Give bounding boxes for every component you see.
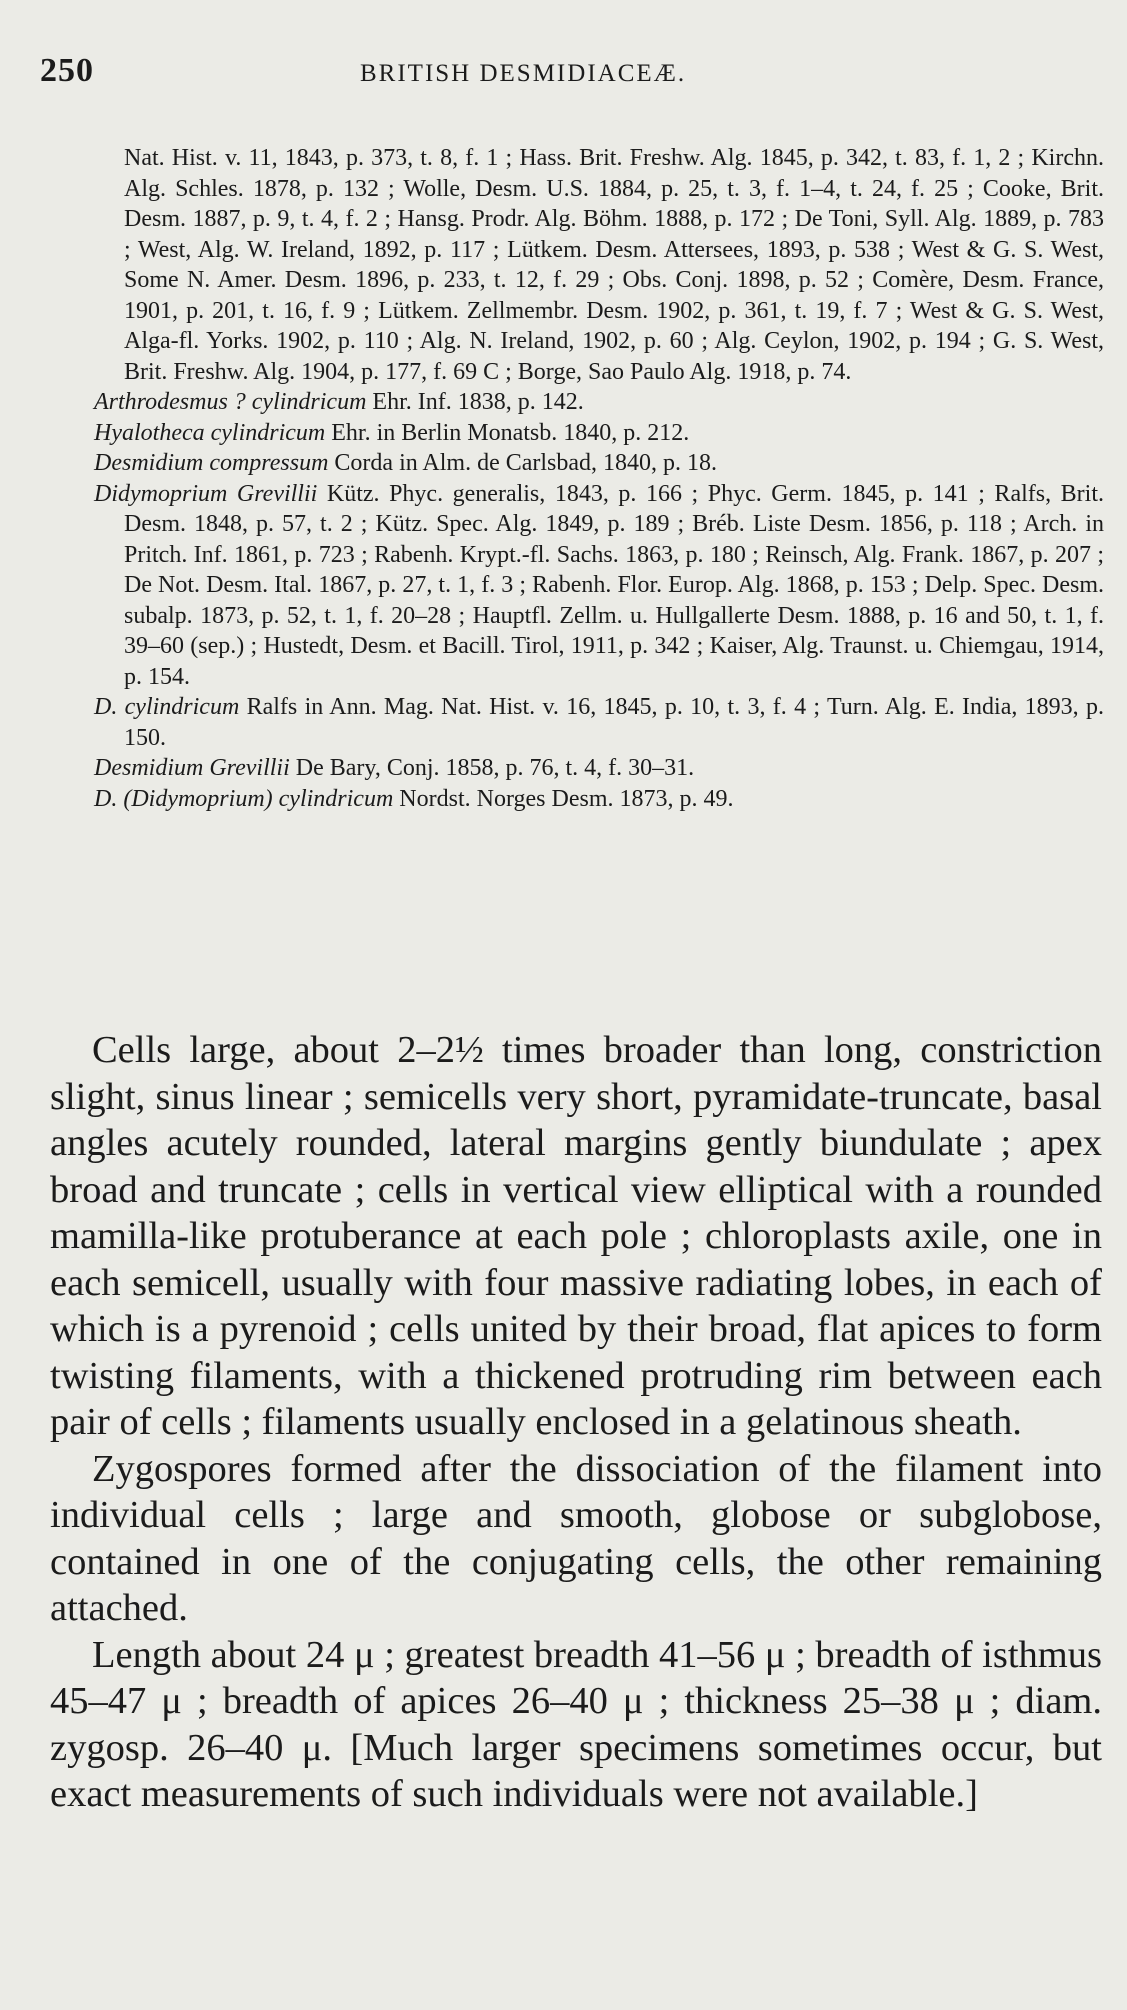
description-paragraph: Cells large, about 2–2½ times broader than long, constriction slight, sinus linear ; semicells very short, pyramidate-truncate, basal angles acutely rounded, lateral margins gently biundulate ; apex broad and truncate ; cells in vertical view elliptical with a rounded mamilla-like protuberance at each pole ; chloroplasts axile, one in each semicell, usually with four massive radiating lobes, in each of which is a pyrenoid ; cells united by their broad, flat apices to form twisting filaments, with a thickened protruding rim between each pair of cells ; filaments usually enclosed in a gelatinous sheath. xyxy=(50,1029,1102,1443)
synonymy-entry xyxy=(94,753,1104,784)
citation: Ehr. Inf. 1838, p. 142. xyxy=(366,389,584,415)
running-head: BRITISH DESMIDIACEÆ. xyxy=(360,60,687,87)
taxon-name: Arthrodesmus ? cylindricum xyxy=(94,389,367,415)
taxon-name: D. cylindricum xyxy=(94,694,240,720)
taxon-name: Didymoprium Grevillii xyxy=(94,480,318,507)
citation: Ralfs in Ann. Mag. Nat. Hist. v. 16, 1845, p. 10, t. 3, f. 4 ; Turn. Alg. E. India, 1893, p. 150. xyxy=(124,694,1104,751)
synonymy-entry xyxy=(94,448,1104,479)
page-number: 250 xyxy=(40,52,94,89)
citation: Ehr. in Berlin Monatsb. 1840, p. 212. xyxy=(325,419,690,446)
synonymy-entry xyxy=(94,479,1104,693)
citation: De Bary, Conj. 1858, p. 76, t. 4, f. 30–31. xyxy=(289,755,695,781)
description-paragraph: Length about 24 μ ; greatest breadth 41–56 μ ; breadth of isthmus 45–47 μ ; breadth of apices 26–40 μ ; thickness 25–38 μ ; diam. zygosp. 26–40 μ. [Much larger specimens sometimes occur, but exact measurements of such individuals were not available.] xyxy=(50,1633,1102,1815)
synonymy-block xyxy=(94,143,1104,814)
taxon-name: Hyalotheca cylindricum xyxy=(94,419,326,446)
citation: Nordst. Norges Desm. 1873, p. 49. xyxy=(393,785,734,812)
citation: Kütz. Phyc. generalis, 1843, p. 166 ; Phyc. Germ. 1845, p. 141 ; Ralfs, Brit. Desm. 1848, p. 57, t. 2 ; Kütz. Spec. Alg. 1849, p. 189 ; Bréb. Liste Desm. 1856, p. 118 ; Arch. in Pritch. Inf. 1861, p. 723 ; Rabenh. Krypt.-fl. Sachs. 1863, p. 180 ; Reinsch, Alg. Frank. 1867, p. 207 ; De Not. Desm. Ital. 1867, p. 27, t. 1, f. 3 ; Rabenh. Flor. Europ. Alg. 1868, p. 153 ; Delp. Spec. Desm. subalp. 1873, p. 52, t. 1, f. 20–28 ; Hauptfl. Zellm. u. Hullgallerte Desm. 1888, p. 16 and 50, t. 1, f. 39–60 (sep.) ; Hustedt, Desm. et Bacill. Tirol, 1911, p. 342 ; Kaiser, Alg. Traunst. u. Chiemgau, 1914, p. 154. xyxy=(124,480,1104,690)
synonymy-entry xyxy=(94,784,1104,815)
citation: Corda in Alm. de Carlsbad, 1840, p. 18. xyxy=(328,450,718,476)
taxon-name: Desmidium compressum xyxy=(94,450,329,476)
taxon-name: D. (Didymoprium) cylindricum xyxy=(94,785,394,812)
taxon-name: Desmidium Grevillii xyxy=(94,755,290,781)
synonymy-entry xyxy=(94,692,1104,753)
description-paragraph: Zygospores formed after the dissociation of the filament into individual cells ; large and smooth, globose or subglobose, contained in one of the conjugating cells, the other remaining attached. xyxy=(50,1447,1102,1629)
synonymy-continuation: Nat. Hist. v. 11, 1843, p. 373, t. 8, f. 1 ; Hass. Brit. Freshw. Alg. 1845, p. 342, t. 83, f. 1, 2 ; Kirchn. Alg. Schles. 1878, p. 132 ; Wolle, Desm. U.S. 1884, p. 25, t. 3, f. 1–4, t. 24, f. 25 ; Cooke, Brit. Desm. 1887, p. 9, t. 4, f. 2 ; Hansg. Prodr. Alg. Böhm. 1888, p. 172 ; De Toni, Syll. Alg. 1889, p. 783 ; West, Alg. W. Ireland, 1892, p. 117 ; Lütkem. Desm. Attersees, 1893, p. 538 ; West & G. S. West, Some N. Amer. Desm. 1896, p. 233, t. 12, f. 29 ; Obs. Conj. 1898, p. 52 ; Comère, Desm. France, 1901, p. 201, t. 16, f. 9 ; Lütkem. Zellmembr. Desm. 1902, p. 361, t. 19, f. 7 ; West & G. S. West, Alga-fl. Yorks. 1902, p. 110 ; Alg. N. Ireland, 1902, p. 60 ; Alg. Ceylon, 1902, p. 194 ; G. S. West, Brit. Freshw. Alg. 1904, p. 177, f. 69 C ; Borge, Sao Paulo Alg. 1918, p. 74. xyxy=(124,145,1104,385)
synonymy-entry xyxy=(94,387,1104,418)
species-description xyxy=(50,1027,1102,1818)
synonymy-entry xyxy=(94,418,1104,449)
